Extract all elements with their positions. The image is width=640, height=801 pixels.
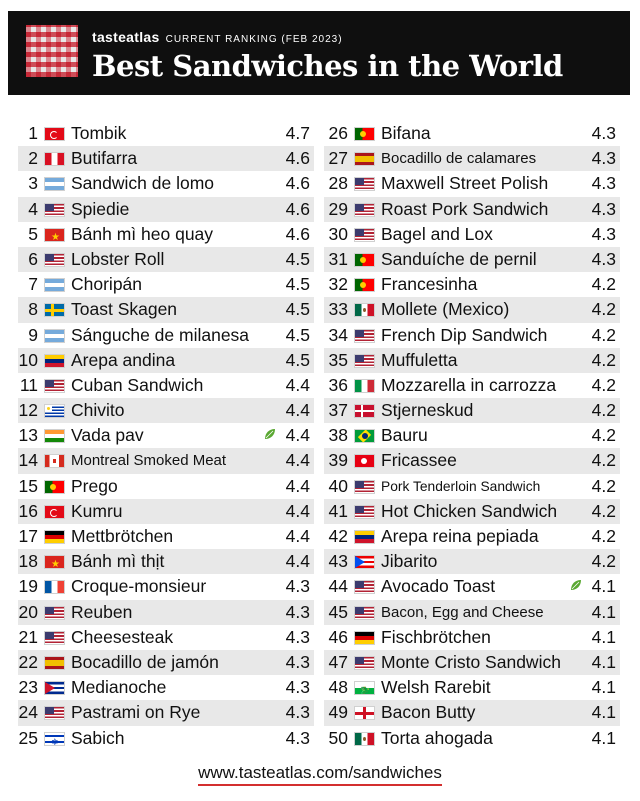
- rating-score: 4.6: [285, 148, 310, 169]
- rating-score: 4.3: [285, 601, 310, 622]
- sandwich-name[interactable]: Maxwell Street Polish: [381, 173, 549, 194]
- ranking-row[interactable]: [18, 348, 314, 373]
- ranking-row[interactable]: [324, 474, 620, 499]
- brand-name: tasteatlas: [92, 29, 160, 45]
- sandwich-name[interactable]: Bánh mì heo quay: [71, 223, 214, 244]
- ranking-row[interactable]: [324, 348, 620, 373]
- sandwich-name[interactable]: Monte Cristo Sandwich: [381, 651, 561, 672]
- sandwich-name[interactable]: Montreal Smoked Meat: [71, 452, 227, 470]
- footer-url-link[interactable]: www.tasteatlas.com/sandwiches: [198, 763, 442, 786]
- sandwich-name[interactable]: Francesinha: [381, 274, 478, 295]
- vegetarian-leaf-icon: [264, 428, 276, 440]
- flag-se-icon: [44, 303, 65, 317]
- flag-ve-icon: [354, 530, 375, 544]
- sandwich-name[interactable]: Bauru: [381, 425, 428, 446]
- ranking-row[interactable]: [18, 650, 314, 675]
- flag-mx-icon: [354, 732, 375, 746]
- sandwich-name[interactable]: Roast Pork Sandwich: [381, 198, 549, 219]
- rating-score: 4.3: [591, 223, 616, 244]
- flag-de-icon: [354, 631, 375, 645]
- sandwich-name[interactable]: Bifana: [381, 123, 431, 143]
- rating-score: 4.4: [285, 450, 310, 471]
- flag-fr-icon: [44, 580, 65, 594]
- flag-dk-icon: [354, 404, 375, 418]
- rating-score: 4.2: [591, 299, 616, 320]
- sandwich-name[interactable]: Chivito: [71, 400, 125, 421]
- sandwich-name[interactable]: Medianoche: [71, 677, 167, 698]
- rating-score: 4.6: [285, 223, 310, 244]
- rank-number: 18: [18, 551, 38, 572]
- ranking-row[interactable]: [18, 499, 314, 524]
- flag-mx-icon: [354, 303, 375, 317]
- rank-number: 6: [28, 248, 38, 269]
- ranking-row[interactable]: [324, 297, 620, 322]
- rating-score: 4.5: [285, 299, 310, 320]
- ranking-row[interactable]: [18, 272, 314, 297]
- ranking-row[interactable]: [18, 675, 314, 700]
- sandwich-name[interactable]: Prego: [71, 475, 118, 496]
- ranking-row[interactable]: [18, 423, 314, 448]
- ranking-row[interactable]: [324, 121, 620, 146]
- flag-vn-icon: [44, 555, 65, 569]
- flag-tr-icon: [44, 505, 65, 519]
- rating-score: 4.2: [591, 450, 616, 471]
- ranking-row[interactable]: [324, 398, 620, 423]
- sandwich-name[interactable]: French Dip Sandwich: [381, 324, 548, 345]
- rank-number: 37: [328, 400, 348, 421]
- flag-us-icon: [354, 228, 375, 242]
- ranking-row[interactable]: [18, 524, 314, 549]
- rating-score: 4.2: [591, 475, 616, 496]
- rank-number: 12: [18, 400, 38, 421]
- ranking-row[interactable]: [18, 323, 314, 348]
- flag-tr-icon: [44, 127, 65, 141]
- sandwich-name[interactable]: Bocadillo de calamares: [381, 150, 537, 168]
- rating-score: 4.3: [285, 651, 310, 672]
- rating-score: 4.4: [285, 500, 310, 521]
- flag-us-icon: [354, 505, 375, 519]
- flag-us-icon: [44, 379, 65, 393]
- rank-number: 34: [328, 324, 348, 345]
- ranking-row[interactable]: [18, 474, 314, 499]
- rank-number: 2: [28, 148, 38, 169]
- rating-score: 4.3: [285, 626, 310, 647]
- flag-us-icon: [354, 354, 375, 368]
- rating-score: 4.6: [285, 173, 310, 194]
- vegetarian-leaf-icon: [570, 579, 582, 591]
- sandwich-name[interactable]: Pork Tenderloin Sandwich: [381, 478, 541, 494]
- rating-score: 4.5: [285, 274, 310, 295]
- ranking-row[interactable]: [18, 247, 314, 272]
- page-title: Best Sandwiches in the World: [92, 49, 563, 83]
- flag-br-icon: [354, 429, 375, 443]
- ranking-row[interactable]: [18, 600, 314, 625]
- flag-us-icon: [354, 580, 375, 594]
- rating-score: 4.5: [285, 349, 310, 370]
- rating-score: 4.3: [591, 198, 616, 219]
- flag-es-icon: [44, 656, 65, 670]
- footer-url[interactable]: [0, 763, 640, 783]
- rating-score: 4.3: [285, 677, 310, 698]
- flag-us-icon: [44, 606, 65, 620]
- flag-il-icon: [44, 732, 65, 746]
- rating-score: 4.3: [285, 702, 310, 723]
- flag-ar-icon: [44, 177, 65, 191]
- sandwich-name[interactable]: Bacon, Egg and Cheese: [381, 603, 544, 621]
- flag-pe-icon: [44, 152, 65, 166]
- ranking-row[interactable]: [18, 146, 314, 171]
- rank-number: 9: [28, 324, 38, 345]
- flag-pt-icon: [354, 253, 375, 267]
- rating-score: 4.4: [285, 425, 310, 446]
- rank-number: 31: [328, 248, 348, 269]
- ranking-row[interactable]: [324, 675, 620, 700]
- sandwich-name[interactable]: Choripán: [71, 274, 143, 295]
- sandwich-name[interactable]: Sandwich de lomo: [71, 173, 214, 194]
- sandwich-name[interactable]: Bagel and Lox: [381, 223, 493, 244]
- sandwich-name[interactable]: Fricassee: [381, 450, 457, 471]
- rank-number: 13: [18, 425, 38, 446]
- sandwich-name[interactable]: Toast Skagen: [71, 299, 178, 320]
- ranking-row[interactable]: [324, 247, 620, 272]
- ranking-row[interactable]: [18, 726, 314, 751]
- rank-number: 11: [19, 374, 38, 395]
- rank-number: 16: [18, 500, 38, 521]
- ranking-row[interactable]: [18, 222, 314, 247]
- flag-ar-icon: [44, 329, 65, 343]
- rating-score: 4.1: [591, 576, 616, 597]
- ranking-row[interactable]: [18, 373, 314, 398]
- sandwich-name[interactable]: Spiedie: [71, 198, 130, 219]
- sandwich-name[interactable]: Butifarra: [71, 148, 138, 169]
- rating-score: 4.2: [591, 374, 616, 395]
- flag-us-icon: [44, 203, 65, 217]
- flag-pt-icon: [354, 127, 375, 141]
- sandwich-name[interactable]: Arepa reina pepiada: [381, 526, 539, 546]
- ranking-row[interactable]: [324, 272, 620, 297]
- rank-number: 14: [18, 450, 38, 471]
- rank-number: 35: [328, 349, 348, 370]
- flag-ca-icon: [44, 454, 65, 468]
- ranking-row[interactable]: [18, 700, 314, 725]
- ranking-row[interactable]: [324, 373, 620, 398]
- rank-number: 20: [18, 601, 38, 622]
- ranking-row[interactable]: [324, 700, 620, 725]
- rank-number: 27: [328, 148, 348, 169]
- flag-us-icon: [354, 606, 375, 620]
- ranking-row[interactable]: [324, 574, 620, 599]
- rank-number: 4: [28, 198, 38, 219]
- rank-number: 23: [18, 677, 38, 698]
- flag-uy-icon: [44, 404, 65, 418]
- rating-score: 4.4: [285, 526, 310, 546]
- sandwich-name[interactable]: Arepa andina: [71, 349, 176, 370]
- ranking-row[interactable]: [324, 625, 620, 650]
- rank-number: 47: [328, 651, 348, 672]
- sandwich-name[interactable]: Cheesesteak: [71, 626, 174, 647]
- rank-number: 24: [18, 702, 38, 723]
- rating-score: 4.2: [591, 551, 616, 572]
- rating-score: 4.1: [591, 702, 616, 723]
- flag-in-icon: [44, 429, 65, 443]
- rating-score: 4.2: [591, 400, 616, 421]
- flag-pt-icon: [44, 480, 65, 494]
- rank-number: 36: [328, 374, 348, 395]
- flag-ve-icon: [44, 354, 65, 368]
- sandwich-name[interactable]: Muffuletta: [381, 349, 458, 370]
- rank-number: 22: [18, 651, 38, 672]
- rating-score: 4.1: [591, 626, 616, 647]
- ranking-row[interactable]: [18, 625, 314, 650]
- rank-number: 25: [18, 727, 38, 748]
- flag-ar-icon: [44, 278, 65, 292]
- rank-number: 41: [328, 500, 348, 521]
- flag-us-icon: [354, 177, 375, 191]
- rating-score: 4.3: [591, 173, 616, 194]
- sandwich-name[interactable]: Mettbrötchen: [71, 526, 174, 546]
- rank-number: 8: [28, 299, 38, 320]
- ranking-row[interactable]: [324, 549, 620, 574]
- ranking-row[interactable]: [324, 600, 620, 625]
- sandwich-name[interactable]: Stjerneskud: [381, 400, 474, 421]
- sandwich-name[interactable]: Bacon Butty: [381, 702, 476, 723]
- rank-number: 46: [328, 626, 348, 647]
- rating-score: 4.4: [285, 374, 310, 395]
- sandwich-name[interactable]: Croque-monsieur: [71, 576, 207, 597]
- ranking-column-left: [18, 121, 314, 751]
- rating-score: 4.2: [591, 425, 616, 446]
- ranking-row[interactable]: [324, 197, 620, 222]
- flag-us-icon: [354, 329, 375, 343]
- rank-number: 3: [28, 173, 38, 194]
- sandwich-name[interactable]: Bánh mì thịt: [71, 551, 165, 572]
- sandwich-name[interactable]: Jibarito: [381, 551, 438, 572]
- flag-us-icon: [354, 480, 375, 494]
- flag-vn-icon: [44, 228, 65, 242]
- rank-number: 48: [328, 677, 348, 698]
- brand-line: [92, 29, 343, 45]
- rating-score: 4.7: [285, 123, 310, 143]
- sandwich-name[interactable]: Welsh Rarebit: [381, 677, 491, 698]
- rank-number: 38: [328, 425, 348, 446]
- ranking-row[interactable]: [324, 171, 620, 196]
- ranking-row[interactable]: [18, 297, 314, 322]
- rating-score: 4.1: [591, 601, 616, 622]
- flag-it-icon: [354, 379, 375, 393]
- flag-es-icon: [354, 152, 375, 166]
- rating-score: 4.3: [285, 727, 310, 748]
- flag-us-icon: [44, 631, 65, 645]
- sandwich-name[interactable]: Pastrami on Rye: [71, 702, 201, 723]
- sandwich-name[interactable]: Vada pav: [71, 425, 144, 446]
- rating-score: 4.5: [285, 324, 310, 345]
- rank-number: 7: [28, 274, 38, 295]
- rank-number: 28: [328, 173, 348, 194]
- flag-us-icon: [44, 706, 65, 720]
- flag-cu-icon: [44, 681, 65, 695]
- ranking-row[interactable]: [18, 574, 314, 599]
- ranking-row[interactable]: [18, 448, 314, 473]
- sandwich-name[interactable]: Fischbrötchen: [381, 626, 491, 647]
- rating-score: 4.4: [285, 400, 310, 421]
- flag-tn-icon: [354, 454, 375, 468]
- rating-score: 4.2: [591, 526, 616, 546]
- rank-number: 39: [328, 450, 348, 471]
- flag-pt-icon: [354, 278, 375, 292]
- ranking-row[interactable]: [324, 423, 620, 448]
- rating-score: 4.1: [591, 727, 616, 748]
- rank-number: 49: [328, 702, 348, 723]
- ranking-row[interactable]: [18, 549, 314, 574]
- rank-number: 17: [18, 526, 38, 546]
- flag-us-icon: [354, 656, 375, 670]
- rating-score: 4.3: [591, 123, 616, 143]
- rating-score: 4.3: [285, 576, 310, 597]
- flag-us-icon: [44, 253, 65, 267]
- sandwich-name[interactable]: Sabich: [71, 727, 125, 748]
- sandwich-name[interactable]: Torta ahogada: [381, 727, 493, 748]
- rating-score: 4.5: [285, 248, 310, 269]
- sandwich-name[interactable]: Cuban Sandwich: [71, 374, 204, 395]
- ranking-row[interactable]: [18, 121, 314, 146]
- ranking-row[interactable]: [18, 398, 314, 423]
- rating-score: 4.4: [285, 551, 310, 572]
- rating-score: 4.2: [591, 274, 616, 295]
- sandwich-name[interactable]: Sánguche de milanesa: [71, 324, 250, 345]
- rank-number: 44: [328, 576, 348, 597]
- rating-score: 4.2: [591, 349, 616, 370]
- sandwich-name[interactable]: Hot Chicken Sandwich: [381, 500, 558, 521]
- flag-us-icon: [354, 203, 375, 217]
- sandwich-name[interactable]: Avocado Toast: [381, 576, 496, 597]
- header-banner: [8, 11, 630, 95]
- rating-score: 4.4: [285, 475, 310, 496]
- ranking-row[interactable]: [324, 524, 620, 549]
- flag-eng-icon: [354, 706, 375, 720]
- rank-number: 26: [328, 123, 348, 143]
- rank-number: 50: [328, 727, 348, 748]
- rating-score: 4.1: [591, 677, 616, 698]
- rank-number: 32: [328, 274, 348, 295]
- checkered-tablecloth-logo: [26, 25, 78, 77]
- rating-score: 4.2: [591, 324, 616, 345]
- rating-score: 4.1: [591, 651, 616, 672]
- sandwich-name[interactable]: Mollete (Mexico): [381, 299, 510, 320]
- sandwich-name[interactable]: Kumru: [71, 500, 123, 521]
- rank-number: 33: [328, 299, 348, 320]
- ranking-row[interactable]: [18, 171, 314, 196]
- ranking-column-right: [324, 121, 620, 751]
- rank-number: 15: [18, 475, 38, 496]
- ranking-row[interactable]: [324, 323, 620, 348]
- rating-score: 4.3: [591, 248, 616, 269]
- sandwich-name[interactable]: Reuben: [71, 601, 133, 622]
- ranking-row[interactable]: [18, 197, 314, 222]
- ranking-row[interactable]: [324, 726, 620, 751]
- rank-number: 42: [328, 526, 348, 546]
- rank-number: 1: [28, 123, 38, 143]
- rank-number: 45: [328, 601, 348, 622]
- ranking-row[interactable]: [324, 448, 620, 473]
- rank-number: 30: [328, 223, 348, 244]
- rank-number: 5: [28, 223, 38, 244]
- rating-score: 4.6: [285, 198, 310, 219]
- rank-number: 19: [18, 576, 38, 597]
- rating-score: 4.3: [591, 148, 616, 169]
- rank-number: 29: [328, 198, 348, 219]
- sandwich-name[interactable]: Tombik: [71, 123, 127, 143]
- sandwich-name[interactable]: Sanduíche de pernil: [381, 248, 537, 269]
- ranking-row[interactable]: [324, 499, 620, 524]
- sandwich-name[interactable]: Lobster Roll: [71, 248, 165, 269]
- rank-number: 43: [328, 551, 348, 572]
- flag-wales-icon: [354, 681, 375, 695]
- ranking-row[interactable]: [324, 222, 620, 247]
- sandwich-name[interactable]: Bocadillo de jamón: [71, 651, 219, 672]
- sandwich-name[interactable]: Mozzarella in carrozza: [381, 374, 557, 395]
- rank-number: 10: [18, 349, 38, 370]
- rank-number: 21: [18, 626, 38, 647]
- rank-number: 40: [328, 475, 348, 496]
- rating-score: 4.2: [591, 500, 616, 521]
- ranking-row[interactable]: [324, 650, 620, 675]
- flag-pr-icon: [354, 555, 375, 569]
- flag-de-icon: [44, 530, 65, 544]
- ranking-row[interactable]: [324, 146, 620, 171]
- ranking-subtitle: CURRENT RANKING (FEB 2023): [165, 34, 343, 45]
